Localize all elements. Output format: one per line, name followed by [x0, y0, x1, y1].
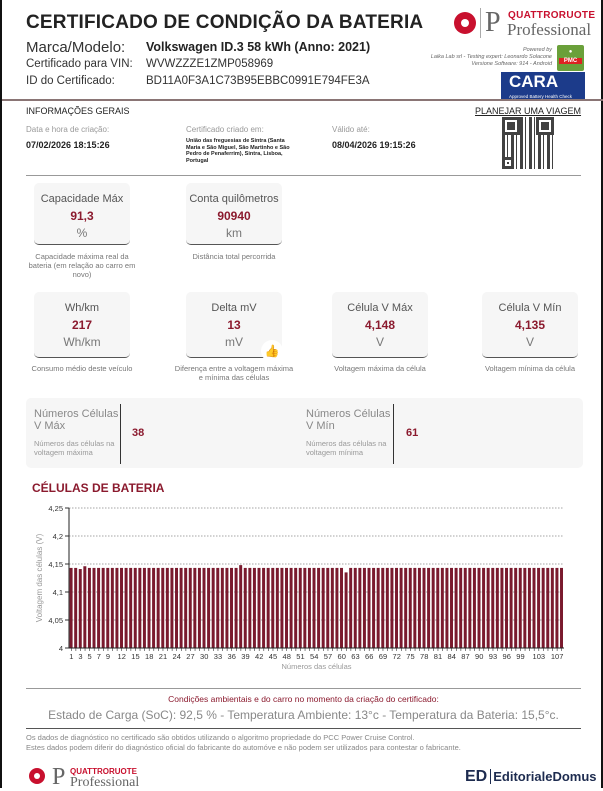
- min-cell-title: Números Células V Mín: [306, 408, 391, 432]
- card-unit: km: [226, 226, 242, 240]
- card-title: Delta mV: [211, 302, 257, 314]
- max-cell-title: Números Células V Máx: [34, 408, 119, 432]
- footer-q-logo-icon: [29, 768, 45, 784]
- card-caption: Voltagem máxima da célula: [334, 364, 426, 373]
- card-caption: Consumo médio deste veículo: [31, 364, 133, 373]
- disclaimer-line: Estes dados podem diferir do diagnóstico oficial do fabricante do automóve e não podem ser utilizados para contestar o fabricante.: [26, 742, 461, 752]
- plan-trip-link[interactable]: PLANEJAR UMA VIAGEM: [475, 106, 582, 116]
- svg-text:12: 12: [117, 652, 126, 661]
- svg-text:45: 45: [268, 652, 278, 661]
- svg-text:96: 96: [502, 652, 511, 661]
- model-value: Volkswagen ID.3 58 kWh (Anno: 2021): [146, 40, 371, 54]
- quattroruote-p-logo-icon: P: [480, 8, 501, 38]
- svg-text:18: 18: [145, 652, 154, 661]
- header-divider: [2, 99, 603, 101]
- svg-text:9: 9: [105, 652, 111, 661]
- max-cell-value: 38: [132, 427, 145, 439]
- vin-label: Certificado para VIN:: [26, 58, 133, 70]
- svg-text:84: 84: [447, 652, 456, 661]
- svg-text:4,1: 4,1: [52, 588, 63, 597]
- cara-logo-icon: [501, 72, 585, 99]
- max-cell-sub: Números das células na voltagem máxima: [34, 439, 115, 457]
- card-title: Célula V Máx: [347, 302, 413, 314]
- svg-text:24: 24: [172, 652, 181, 661]
- svg-text:63: 63: [351, 652, 360, 661]
- powered-line: Powered by: [522, 47, 552, 53]
- card-caption: Capacidade máxima real da bateria (em relação ao carro em novo): [28, 252, 136, 279]
- svg-text:7: 7: [96, 652, 101, 661]
- pmc-logo-icon: ● PMC: [557, 45, 584, 71]
- min-cell-value: 61: [406, 427, 419, 439]
- section-divider: [26, 175, 581, 176]
- svg-text:1: 1: [69, 652, 74, 661]
- chart-title: CÉLULAS DE BATERIA: [32, 481, 165, 495]
- id-row: [26, 75, 370, 87]
- id-value: BD11A0F3A1C73B95EBBC0991E794FE3A: [146, 75, 370, 87]
- svg-text:66: 66: [365, 652, 374, 661]
- card-title: Célula V Mín: [498, 302, 562, 314]
- divider: [393, 404, 394, 464]
- created-label: Data e hora de criação:: [26, 125, 110, 134]
- cara-label: CARA: [509, 72, 559, 91]
- svg-text:72: 72: [392, 652, 401, 661]
- svg-text:103: 103: [532, 652, 546, 661]
- battery-cells-chart: [2, 495, 603, 675]
- svg-text:78: 78: [420, 652, 429, 661]
- footer-divider: [26, 688, 581, 689]
- svg-text:21: 21: [158, 652, 168, 661]
- pmc-label: PMC: [559, 58, 582, 64]
- vin-value: WVWZZZE1ZMP058969: [146, 58, 274, 70]
- svg-text:5: 5: [87, 652, 92, 661]
- svg-text:Números das células: Números das células: [281, 662, 352, 671]
- divider: [120, 404, 121, 464]
- location-value: União das freguesias de Sintra (Santa Maria e São Miguel, São Martinho e São Pedro de Penaferrim), Sintra, Lisboa, Portugal: [186, 138, 290, 164]
- created-value: 07/02/2026 18:15:26: [26, 140, 110, 150]
- svg-text:39: 39: [241, 652, 250, 661]
- svg-text:93: 93: [488, 652, 498, 661]
- svg-text:87: 87: [461, 652, 470, 661]
- card-whkm: [34, 292, 130, 358]
- cell-numbers-panel: [26, 398, 583, 468]
- logo-sub: Professional: [507, 20, 592, 39]
- svg-text:4,05: 4,05: [48, 616, 63, 625]
- disclaimer-line: Os dados de diagnóstico no certificado são obtidos utilizando o algoritmo propriedade do PCC Power Cruise Control.: [26, 733, 415, 742]
- svg-text:Voltagem das células (V): Voltagem das células (V): [35, 533, 44, 623]
- card-unit: mV: [225, 335, 243, 349]
- vin-row: [26, 58, 274, 70]
- model-row: [26, 39, 371, 56]
- card-value: 90940: [217, 209, 251, 223]
- footer-logo-brand: QUATTRORUOTE: [70, 767, 137, 776]
- powered-line: Laika Lab srl - Testing expert: Leonardo Solacone: [430, 54, 552, 60]
- footer-logo-sub: Professional: [70, 775, 140, 790]
- svg-text:81: 81: [433, 652, 443, 661]
- svg-text:57: 57: [323, 652, 333, 661]
- svg-text:27: 27: [186, 652, 195, 661]
- card-caption: Distância total percorrida: [192, 252, 276, 261]
- card-cell-max: [332, 292, 428, 358]
- page-title: CERTIFICADO DE CONDIÇÃO DA BATERIA: [26, 12, 424, 33]
- card-value: 91,3: [70, 209, 94, 223]
- svg-text:54: 54: [310, 652, 319, 661]
- conditions-text: Estado de Carga (SoC): 92,5 % - Temperatura Ambiente: 13°c - Temperatura da Bateria: 15,5°c.: [48, 708, 559, 722]
- valid-label: Válido até:: [332, 125, 370, 134]
- svg-text:33: 33: [213, 652, 223, 661]
- card-unit: V: [525, 335, 534, 349]
- conditions-title: Condições ambientais e do carro no momento da criação do certificado:: [168, 694, 439, 704]
- ed-name: EditorialeDomus: [490, 769, 596, 784]
- card-title: Wh/km: [64, 302, 100, 314]
- footer-divider: [26, 728, 581, 729]
- disclaimer: [26, 733, 461, 752]
- quattroruote-q-logo-icon: [454, 12, 476, 34]
- location-label: Certificado criado em:: [186, 125, 264, 134]
- qr-code-icon[interactable]: [502, 117, 554, 169]
- cara-sub: Approved Battery Health Check: [509, 94, 573, 99]
- id-label: ID do Certificado:: [26, 75, 115, 87]
- valid-value: 08/04/2026 19:15:26: [332, 140, 416, 150]
- card-value: 4,135: [514, 318, 546, 332]
- svg-text:42: 42: [255, 652, 264, 661]
- svg-text:107: 107: [550, 652, 564, 661]
- editorialedomus-logo: [465, 768, 597, 786]
- svg-text:75: 75: [406, 652, 415, 661]
- card-caption: Diferença entre a voltagem máxima e mínima das células: [174, 364, 294, 382]
- powered-by: [417, 47, 552, 68]
- model-label: Marca/Modelo:: [26, 39, 126, 56]
- powered-line: Versione Software: 914 - Android: [471, 61, 552, 67]
- card-caption: Voltagem mínima da célula: [484, 364, 576, 373]
- card-value: 4,148: [364, 318, 396, 332]
- card-odometer: [186, 183, 282, 245]
- svg-text:4,25: 4,25: [48, 504, 63, 513]
- card-value: 13: [227, 318, 241, 332]
- svg-text:4: 4: [58, 644, 63, 653]
- svg-text:99: 99: [516, 652, 525, 661]
- card-cell-min: [482, 292, 578, 358]
- card-capacity: [34, 183, 130, 245]
- ed-mark: ED: [465, 768, 488, 785]
- card-title: Conta quilômetros: [189, 193, 279, 205]
- svg-text:4,15: 4,15: [48, 560, 63, 569]
- card-unit: V: [375, 335, 384, 349]
- svg-text:15: 15: [131, 652, 140, 661]
- svg-text:69: 69: [378, 652, 388, 661]
- svg-text:4,2: 4,2: [52, 532, 63, 541]
- svg-text:51: 51: [296, 652, 305, 661]
- svg-text:60: 60: [337, 652, 346, 661]
- logo-brand: QUATTRORUOTE: [508, 10, 596, 21]
- card-unit: Wh/km: [63, 335, 101, 349]
- svg-text:90: 90: [475, 652, 484, 661]
- footer-p-logo-icon: P: [52, 764, 66, 790]
- svg-text:36: 36: [227, 652, 236, 661]
- card-title: Capacidade Máx: [40, 193, 124, 205]
- svg-text:48: 48: [282, 652, 291, 661]
- svg-text:30: 30: [200, 652, 209, 661]
- thumbs-up-icon: 👍: [261, 340, 283, 362]
- card-unit: %: [76, 226, 88, 240]
- card-value: 217: [71, 318, 93, 332]
- svg-text:3: 3: [78, 652, 83, 661]
- section-title: INFORMAÇÕES GERAIS: [26, 106, 130, 116]
- min-cell-sub: Números das células na voltagem mínima: [306, 439, 387, 457]
